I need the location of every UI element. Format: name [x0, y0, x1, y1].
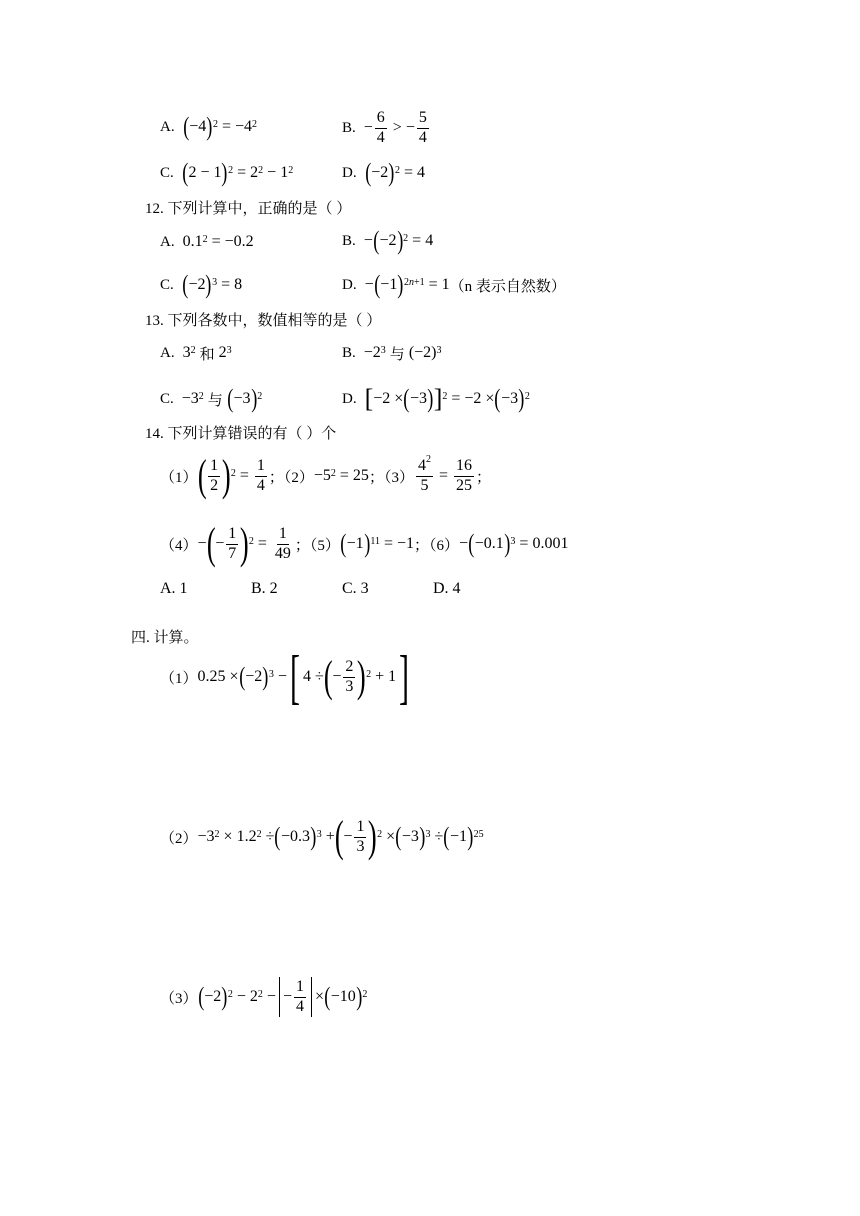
calc-problem-3-label: （3）: [160, 990, 198, 1007]
option-label: A.: [160, 233, 175, 250]
calc-problem-1-label: （1）: [160, 670, 198, 687]
q14-item3-label: ；（3）: [368, 469, 414, 486]
q13-option-b: B. −2 $^3$ 与 (−2) $^3$: [342, 344, 442, 363]
option-label: C.: [160, 276, 174, 293]
q11-option-b: B. − 6 4 > − 5 4: [342, 109, 427, 146]
q12-option-a: A. 0.1 $^2$ = −0.2: [160, 233, 254, 250]
calc-problem-2-label: （2）: [160, 830, 198, 847]
option-label: D.: [342, 164, 357, 181]
option-label: A.: [160, 344, 175, 361]
calc-problem-1: （1） 0.25 × ( −2 ) $^3$ − [ 4 ÷ ( − 2 3 ) $^2$ + 1 ]: [160, 644, 410, 710]
q14-choice-d: D. 4: [433, 580, 461, 597]
q14-choice-a: A. 1: [160, 580, 188, 597]
q13-option-d: D. [ −2 × ( −3 ) ] $^2$ = −2 × ( −3 ) $^2$: [342, 384, 530, 413]
q12-option-d: D. − ( −1 ) $^{2n +1}$ = 1 （n 表示自然数）: [342, 270, 566, 299]
q14-item5-label: ；（5）: [294, 537, 340, 554]
calc-problem-3: （3） ( −2 ) $^2$ − 2 $^2$ − − 1 4 × ( −10 ) $^2$: [160, 972, 367, 1022]
q13-with-word: 与: [207, 392, 223, 409]
q13-option-c: C. −3 $^2$ 与 ( −3 ) $^2$: [160, 384, 263, 413]
q11-option-a: A. ( −4 ) $^2$ = −4 $^2$: [160, 112, 258, 141]
q14-semicolon: ；: [475, 469, 491, 486]
q14-item2-label: ；（2）: [268, 469, 314, 486]
q12-stem: 12. 下列计算中，正确的是（ ）: [145, 200, 352, 217]
option-label: B.: [342, 344, 356, 361]
option-label: D.: [342, 390, 357, 407]
q14-choice-c: C. 3: [342, 580, 369, 597]
q11-option-d: D. ( −2 ) $^2$ = 4: [342, 158, 425, 187]
q12-d-note: （n 表示自然数）: [449, 278, 566, 295]
q13-option-a: A. 3 $^2$ 和 2 $^3$: [160, 344, 232, 363]
q14-item4-label: （4）: [160, 537, 198, 554]
q14-stem: 14. 下列计算错误的有（ ）个: [145, 425, 337, 442]
q11-option-c: C. ( 2 − 1 ) $^2$ = 2 $^2$ − 1 $^2$: [160, 158, 294, 187]
option-label: B.: [342, 232, 356, 249]
section4-title: 四. 计算。: [131, 630, 199, 646]
q13-and-word: 和: [199, 346, 215, 363]
q14-choice-b: B. 2: [251, 580, 278, 597]
q13-stem: 13. 下列各数中，数值相等的是（ ）: [145, 312, 382, 329]
q12-option-b: B. − ( −2 ) $^2$ = 4: [342, 226, 434, 255]
calc-problem-2: （2） −3 $^2$ × 1.2 $^2$ ÷ ( −0.3 ) $^3$ + ( − 1 3 ) $^2$ × ( −3 ) $^3$ ÷ ( −1 ) $^{25}$: [160, 812, 484, 861]
q14-item6-label: ；（6）: [414, 537, 460, 554]
option-label: C.: [160, 164, 174, 181]
option-label: D.: [342, 276, 357, 293]
option-label: C.: [160, 390, 174, 407]
q14-items-row1: （1） ( 1 2 ) $^2$ = 1 4 ；（2） −5 $^2$ = 25 ；（3） $4^2$ 5 = 16 25 ；: [160, 451, 491, 500]
q13-with-word: 与: [389, 346, 405, 363]
q14-items-row2: （4） − ( − 1 7 ) $^2$ = 1 49 ；（5） ( −1 ) $^{11}$ = −1 ；（6） − ( −0.1 ) $^3$ = 0.001: [160, 519, 569, 568]
q14-item1-label: （1）: [160, 469, 198, 486]
option-label: B.: [342, 119, 356, 136]
q12-option-c: C. ( −2 ) $^3$ = 8: [160, 270, 243, 299]
option-label: A.: [160, 118, 175, 135]
